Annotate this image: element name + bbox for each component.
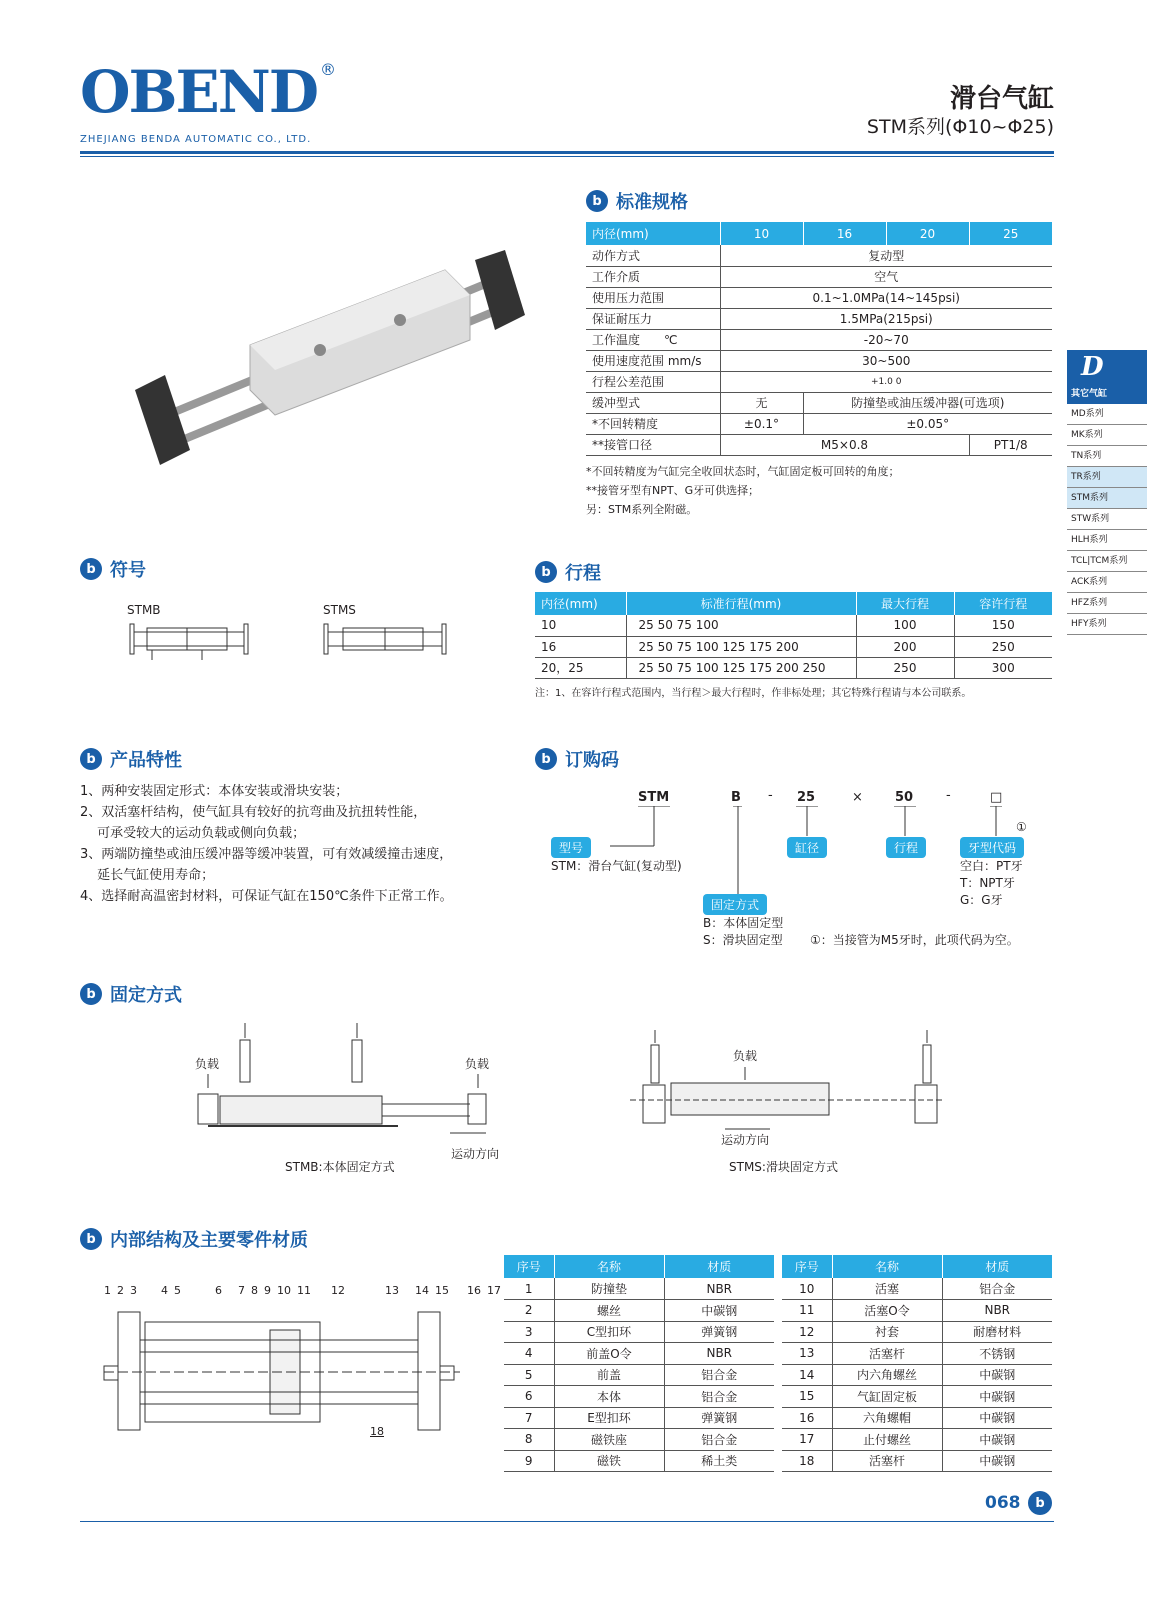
mat-cell: 10 [782, 1278, 832, 1300]
mat-head: 名称 [832, 1255, 942, 1278]
side-nav [1067, 350, 1147, 635]
stroke-cell: 200 [856, 636, 954, 657]
part-number: 16 [467, 1284, 481, 1297]
spec-head-16: 16 [803, 222, 886, 245]
part-number: 6 [215, 1284, 222, 1297]
spec-value: -20~70 [720, 329, 1052, 350]
spec-note: **接管牙型有NPT、G牙可供选择； [586, 484, 760, 497]
mat-cell: 弹簧钢 [664, 1321, 774, 1343]
stroke-section-title [535, 559, 601, 585]
order-stroke-pill: 行程 [886, 837, 926, 858]
side-item[interactable]: HFZ系列 [1067, 593, 1147, 614]
side-item[interactable]: HFY系列 [1067, 614, 1147, 635]
mat-head: 材质 [664, 1255, 774, 1278]
brand-logo [80, 58, 336, 126]
stroke-cell: 25 50 75 100 125 175 200 250 [626, 657, 856, 678]
spec-label: 使用速度范围 mm/s [586, 350, 720, 371]
symbol-stms-label: STMS [323, 603, 356, 617]
stroke-cell: 150 [954, 615, 1052, 636]
feature-line: 2、双活塞杆结构，使气缸具有较好的抗弯曲及抗扭转性能， [80, 805, 427, 820]
registered-mark: ® [320, 60, 336, 79]
mount-caption-b: STMS:滑块固定方式 [729, 1160, 838, 1174]
mat-head: 序号 [782, 1255, 832, 1278]
part-number: 3 [130, 1284, 137, 1297]
spec-value: ±0.05° [803, 413, 1052, 434]
mat-cell: 气缸固定板 [832, 1386, 942, 1408]
mat-cell: 耐磨材料 [942, 1321, 1052, 1343]
mat-cell: 中碳钢 [942, 1386, 1052, 1408]
side-header: 其它气缸 [1067, 384, 1147, 404]
mat-cell: 18 [782, 1450, 832, 1472]
spec-label: 动作方式 [586, 245, 720, 266]
spec-section-title [586, 188, 688, 214]
structure-part-numbers [104, 1284, 501, 1297]
spec-head-bore: 内径(mm) [586, 222, 720, 245]
spec-label: 行程公差范围 [586, 371, 720, 392]
spec-note: 另：STM系列全附磁。 [586, 503, 698, 516]
side-item[interactable]: HLH系列 [1067, 530, 1147, 551]
features-title-text: 产品特性 [110, 750, 182, 771]
mat-cell: 3 [504, 1321, 554, 1343]
page-number: 068 [985, 1493, 1021, 1513]
spec-value: 0.1~1.0MPa(14~145psi) [720, 287, 1052, 308]
mat-cell: 活塞杆 [832, 1343, 942, 1365]
header-rule-thin [80, 156, 1054, 157]
mat-cell: E型扣环 [554, 1407, 664, 1429]
stroke-cell: 250 [856, 657, 954, 678]
mat-cell: 磁铁 [554, 1450, 664, 1472]
section-b-icon: b [535, 561, 557, 583]
product-image [125, 250, 535, 465]
mat-cell: 8 [504, 1429, 554, 1451]
part-number: 1 [104, 1284, 111, 1297]
symbol-diagram [127, 620, 457, 665]
stroke-cell: 25 50 75 100 125 175 200 [626, 636, 856, 657]
stroke-cell: 16 [535, 636, 626, 657]
spec-value: +1.0 0 [720, 371, 1052, 392]
mat-cell: 5 [504, 1364, 554, 1386]
spec-note: *不回转精度为气缸完全收回状态时，气缸固定板可回转的角度； [586, 465, 900, 478]
mat-cell: NBR [664, 1343, 774, 1365]
mat-cell: 内六角螺丝 [832, 1364, 942, 1386]
structure-diagram [100, 1300, 480, 1448]
page-subtitle: STM系列(Φ10~Φ25) [866, 116, 1054, 138]
part-number: 10 [277, 1284, 291, 1297]
part-number: 7 [238, 1284, 245, 1297]
order-code-times: × [852, 790, 863, 805]
brand-name: OBEND [80, 58, 318, 126]
mat-cell: 活塞杆 [832, 1450, 942, 1472]
thread-opt: 空白：PT牙 [960, 859, 1023, 873]
spec-label: 工作温度 ℃ [586, 329, 720, 350]
order-code-b: B [731, 790, 741, 805]
mat-cell: 中碳钢 [942, 1407, 1052, 1429]
side-item[interactable]: TN系列 [1067, 446, 1147, 467]
stroke-head: 容许行程 [954, 592, 1052, 615]
structure-title-text: 内部结构及主要零件材质 [110, 1230, 308, 1251]
spec-head-25: 25 [969, 222, 1052, 245]
spec-value: 1.5MPa(215psi) [720, 308, 1052, 329]
header-rule [80, 151, 1054, 154]
structure-section-title [80, 1226, 308, 1252]
spec-table [586, 222, 1052, 456]
part-number: 9 [264, 1284, 271, 1297]
side-item[interactable]: MK系列 [1067, 425, 1147, 446]
part-number: 12 [331, 1284, 345, 1297]
stroke-cell: 25 50 75 100 [626, 615, 856, 636]
mat-cell: 中碳钢 [664, 1300, 774, 1322]
mat-cell: 15 [782, 1386, 832, 1408]
order-section-title [535, 746, 619, 772]
mat-cell: 11 [782, 1300, 832, 1322]
order-thread-mark: ① [1016, 820, 1027, 834]
side-letter: D [1067, 350, 1147, 384]
feature-line: 可承受较大的运动负载或侧向负载； [80, 826, 306, 841]
mat-cell: 六角螺帽 [832, 1407, 942, 1429]
spec-label: 保证耐压力 [586, 308, 720, 329]
mat-cell: 活塞 [832, 1278, 942, 1300]
part-number: 8 [251, 1284, 258, 1297]
mat-cell: 铝合金 [664, 1386, 774, 1408]
stroke-head: 内径(mm) [535, 592, 626, 615]
section-b-icon: b [80, 558, 102, 580]
symbol-stmb-label: STMB [127, 603, 161, 617]
mat-cell: 铝合金 [664, 1364, 774, 1386]
symbol-title-text: 符号 [110, 560, 146, 581]
side-item[interactable]: MD系列 [1067, 404, 1147, 425]
part-number: 11 [297, 1284, 311, 1297]
mat-cell: 12 [782, 1321, 832, 1343]
mount-caption-a: STMB:本体固定方式 [285, 1160, 395, 1174]
mount-diagram-a [180, 1018, 520, 1148]
mount-section-title [80, 981, 182, 1007]
mat-cell: 9 [504, 1450, 554, 1472]
order-bore-pill: 缸径 [787, 837, 827, 858]
spec-label: 使用压力范围 [586, 287, 720, 308]
mount-load-b: 负载 [733, 1049, 758, 1063]
part-number: 17 [487, 1284, 501, 1297]
side-item[interactable]: STW系列 [1067, 509, 1147, 530]
order-code-dash: - [946, 788, 951, 803]
mat-cell: NBR [664, 1278, 774, 1300]
mount-move-a: 运动方向 [451, 1147, 500, 1161]
section-b-icon: b [535, 748, 557, 770]
part-number: 4 [161, 1284, 168, 1297]
mat-head: 名称 [554, 1255, 664, 1278]
mat-cell: 前盖 [554, 1364, 664, 1386]
mat-cell: 铝合金 [942, 1278, 1052, 1300]
mat-cell: 本体 [554, 1386, 664, 1408]
spec-head-20: 20 [886, 222, 969, 245]
mat-cell: NBR [942, 1300, 1052, 1322]
order-note: ①：当接管为M5牙时，此项代码为空。 [810, 933, 1019, 947]
mat-cell: 14 [782, 1364, 832, 1386]
spec-label: **接管口径 [586, 434, 720, 455]
symbol-section-title [80, 556, 146, 582]
spec-value: 无 [720, 392, 803, 413]
page-title: 滑台气缸 [949, 84, 1054, 114]
stroke-head: 最大行程 [856, 592, 954, 615]
mat-cell: 6 [504, 1386, 554, 1408]
mat-cell: 弹簧钢 [664, 1407, 774, 1429]
part-number-18: 18 [370, 1425, 384, 1438]
mount-diagram-b [625, 1025, 955, 1135]
order-fix-b: B：本体固定型 [703, 916, 784, 930]
stroke-cell: 300 [954, 657, 1052, 678]
order-fix-pill: 固定方式 [703, 894, 767, 915]
spec-value: PT1/8 [969, 434, 1052, 455]
spec-label: 工作介质 [586, 266, 720, 287]
mat-cell: 活塞O令 [832, 1300, 942, 1322]
mat-cell: 铝合金 [664, 1429, 774, 1451]
footer-rule [80, 1521, 1054, 1522]
mount-title-text: 固定方式 [110, 985, 182, 1006]
feature-line: 3、两端防撞垫或油压缓冲器等缓冲装置，可有效减缓撞击速度， [80, 847, 453, 862]
order-code-stm: STM [638, 790, 670, 805]
spec-label: *不回转精度 [586, 413, 720, 434]
feature-line: 4、选择耐高温密封材料，可保证气缸在150℃条件下正常工作。 [80, 889, 453, 904]
stroke-cell: 20，25 [535, 657, 626, 678]
section-b-icon: b [80, 983, 102, 1005]
side-item-active[interactable]: STM系列 [1067, 488, 1147, 509]
spec-value: M5×0.8 [720, 434, 969, 455]
materials-table-left [504, 1255, 774, 1472]
part-number: 5 [174, 1284, 181, 1297]
order-thread-opts [960, 858, 1023, 909]
stroke-title-text: 行程 [565, 563, 601, 584]
company-name: ZHEJIANG BENDA AUTOMATIC CO., LTD. [80, 134, 312, 145]
side-item[interactable]: ACK系列 [1067, 572, 1147, 593]
mat-cell: 止付螺丝 [832, 1429, 942, 1451]
mat-cell: 前盖O令 [554, 1343, 664, 1365]
order-model-pill: 型号 [551, 837, 591, 858]
stroke-head: 标准行程(mm) [626, 592, 856, 615]
mat-cell: 磁铁座 [554, 1429, 664, 1451]
order-code-lines [550, 806, 1010, 906]
features-section-title [80, 746, 182, 772]
spec-notes [586, 462, 900, 519]
footer-b-icon: b [1028, 1491, 1052, 1515]
mat-cell: 中碳钢 [942, 1364, 1052, 1386]
spec-title-text: 标准规格 [616, 192, 688, 213]
order-thread-pill: 牙型代码 [960, 837, 1024, 858]
side-item[interactable]: TCL|TCM系列 [1067, 551, 1147, 572]
feature-line: 1、两种安装固定形式：本体安装或滑块安装； [80, 784, 349, 799]
mat-cell: 4 [504, 1343, 554, 1365]
mat-cell: 16 [782, 1407, 832, 1429]
thread-opt: G：G牙 [960, 893, 1003, 907]
mat-cell: C型扣环 [554, 1321, 664, 1343]
mat-cell: 中碳钢 [942, 1429, 1052, 1451]
section-b-icon: b [80, 1228, 102, 1250]
spec-value: ±0.1° [720, 413, 803, 434]
materials-table-right [782, 1255, 1052, 1472]
mount-load-left: 负载 [195, 1057, 220, 1071]
stroke-note: 注：1、在容许行程式范围内，当行程＞最大行程时，作非标处理；其它特殊行程请与本公司联系。 [535, 688, 972, 699]
mat-cell: 1 [504, 1278, 554, 1300]
mat-cell: 螺丝 [554, 1300, 664, 1322]
mat-head: 材质 [942, 1255, 1052, 1278]
mat-cell: 防撞垫 [554, 1278, 664, 1300]
mat-cell: 衬套 [832, 1321, 942, 1343]
spec-value: 复动型 [720, 245, 1052, 266]
order-code-stroke: 50 [895, 790, 914, 805]
mat-cell: 不锈钢 [942, 1343, 1052, 1365]
part-number: 2 [117, 1284, 124, 1297]
stroke-cell: 10 [535, 615, 626, 636]
mount-move-b: 运动方向 [721, 1133, 770, 1147]
part-number: 13 [385, 1284, 399, 1297]
stroke-cell: 100 [856, 615, 954, 636]
spec-value: 空气 [720, 266, 1052, 287]
part-number: 14 [415, 1284, 429, 1297]
mat-cell: 2 [504, 1300, 554, 1322]
stroke-table [535, 592, 1052, 679]
stroke-cell: 250 [954, 636, 1052, 657]
mount-load-right: 负载 [465, 1057, 490, 1071]
spec-value: 防撞垫或油压缓冲器(可选项) [803, 392, 1052, 413]
mat-head: 序号 [504, 1255, 554, 1278]
order-model-desc: STM：滑台气缸(复动型) [551, 859, 682, 873]
mat-cell: 稀土类 [664, 1450, 774, 1472]
mat-cell: 17 [782, 1429, 832, 1451]
section-b-icon: b [586, 190, 608, 212]
spec-value: 30~500 [720, 350, 1052, 371]
thread-opt: T：NPT牙 [960, 876, 1015, 890]
mat-cell: 7 [504, 1407, 554, 1429]
features-list [80, 781, 453, 907]
order-code-thread: □ [990, 790, 1003, 805]
order-fix-s: S：滑块固定型 [703, 933, 783, 947]
order-code-bore: 25 [797, 790, 816, 805]
mat-cell: 中碳钢 [942, 1450, 1052, 1472]
part-number: 15 [435, 1284, 449, 1297]
side-item[interactable]: TR系列 [1067, 467, 1147, 488]
mat-cell: 13 [782, 1343, 832, 1365]
order-code-dash: - [768, 788, 773, 803]
section-b-icon: b [80, 748, 102, 770]
feature-line: 延长气缸使用寿命； [80, 868, 215, 883]
spec-label: 缓冲型式 [586, 392, 720, 413]
spec-head-10: 10 [720, 222, 803, 245]
order-title-text: 订购码 [565, 750, 619, 771]
